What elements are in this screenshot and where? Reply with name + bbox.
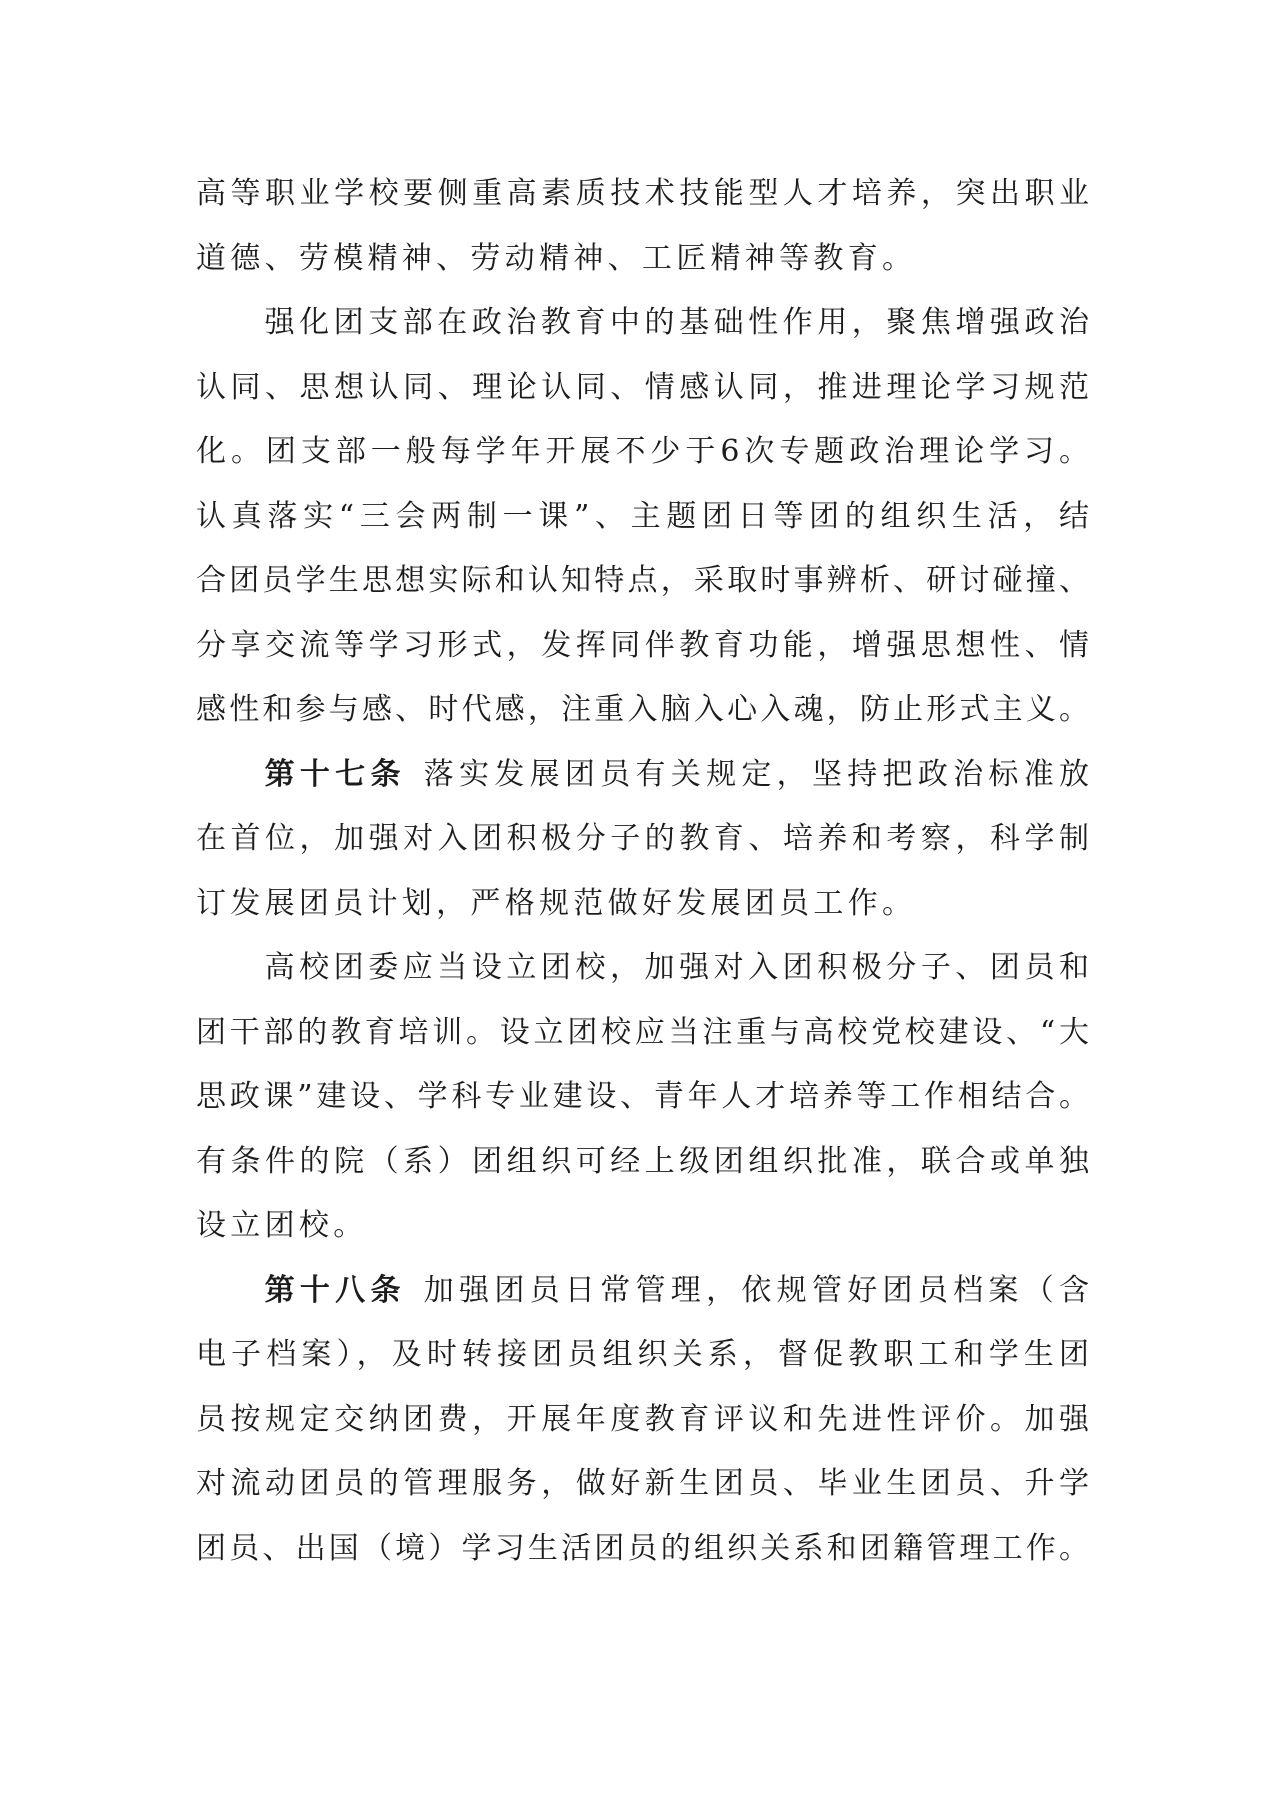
paragraph: [196, 743, 1089, 937]
text-line: [196, 743, 1089, 808]
text-line: 有条件的院（系）团组织可经上级团组织批准，联合或单独: [196, 1143, 1089, 1179]
text-line: 化。团支部一般每学年开展不少于6次专题政治理论学习。: [196, 434, 1089, 469]
text-line: 强化团支部在政治教育中的基础性作用，聚焦增强政治: [264, 305, 1089, 340]
text-line: 合团员学生思想实际和认知特点，采取时事辨析、研讨碰撞、: [196, 563, 1089, 598]
text-line: 高等职业学校要侧重高素质技术技能型人才培养，突出职业: [196, 176, 1089, 211]
text-line: 分享交流等学习形式，发挥同伴教育功能，增强思想性、情: [196, 627, 1089, 663]
text-line: 在首位，加强对入团积极分子的教育、培养和考察，科学制: [196, 821, 1089, 856]
text-line: 电子档案），及时转接团员组织关系，督促教职工和学生团: [196, 1337, 1089, 1372]
text-line: 团员、出国（境）学习生活团员的组织关系和团籍管理工作。: [196, 1530, 1089, 1566]
text-line: 认真落实“三会两制一课”、主题团日等团的组织生活，结: [196, 498, 1089, 534]
paragraph: [196, 162, 1089, 291]
text-line: 员按规定交纳团费，开展年度教育评议和先进性评价。加强: [196, 1401, 1089, 1437]
article-text: 落实发展团员有关规定，坚持把政治标准放: [423, 756, 1090, 792]
text-line: 认同、思想认同、理论认同、情感认同，推进理论学习规范: [196, 369, 1089, 405]
paragraph: [196, 1259, 1089, 1582]
text-line: 感性和参与感、时代感，注重入脑入心入魂，防止形式主义。: [196, 692, 1089, 727]
text-line: 团干部的教育培训。设立团校应当注重与高校党校建设、“大: [196, 1014, 1089, 1050]
article-number: 第十七条: [264, 756, 406, 792]
text-line: 订发展团员计划，严格规范做好发展团员工作。: [196, 885, 917, 921]
text-line: 高校团委应当设立团校，加强对入团积极分子、团员和: [264, 950, 1089, 985]
paragraph: [196, 291, 1089, 743]
text-line: 思政课”建设、学科专业建设、青年人才培养等工作相结合。: [196, 1079, 1089, 1114]
paragraph: [196, 936, 1089, 1259]
text-line: 设立团校。: [196, 1208, 368, 1243]
text-line: [196, 1259, 1089, 1324]
article-text: 加强团员日常管理，依规管好团员档案（含: [423, 1272, 1090, 1308]
text-line: 对流动团员的管理服务，做好新生团员、毕业生团员、升学: [196, 1466, 1089, 1501]
text-block: [196, 162, 1089, 1581]
text-line: 道德、劳模精神、劳动精神、工匠精神等教育。: [196, 240, 917, 276]
article-number: 第十八条: [264, 1272, 406, 1308]
